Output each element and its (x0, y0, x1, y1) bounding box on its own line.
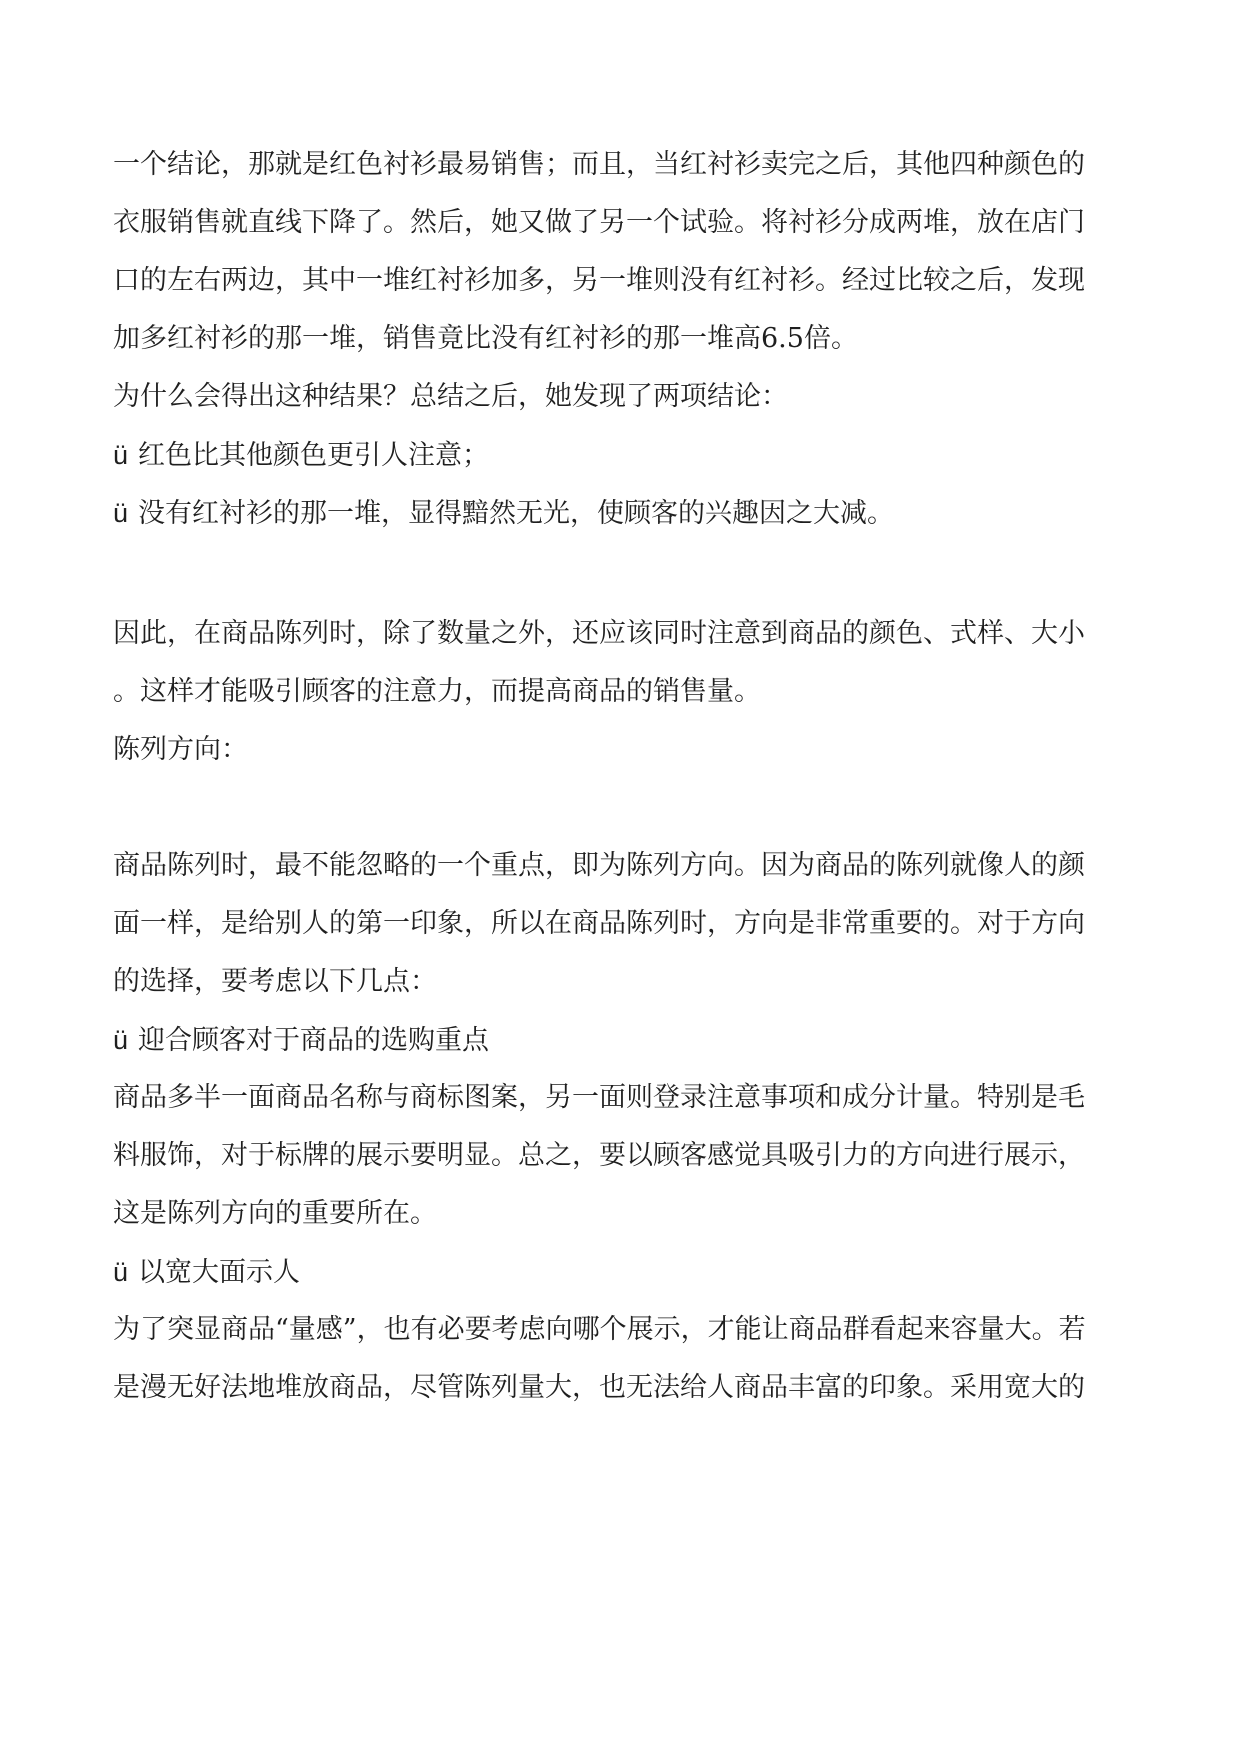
paragraph-line: 。这样才能吸引顾客的注意力，而提高商品的销售量。 (113, 676, 761, 707)
bullet-marker: ü (113, 1257, 129, 1287)
paragraph-line: 料服饰，对于标牌的展示要明显。总之，要以顾客感觉具吸引力的方向进行展示， (113, 1140, 1085, 1171)
paragraph-line: 是漫无好法地堆放商品，尽管陈列量大，也无法给人商品丰富的印象。采用宽大的 (113, 1372, 1085, 1403)
paragraph-line: 加多红衬衫的那一堆，销售竟比没有红衬衫的那一堆高6.5倍。 (113, 323, 858, 354)
paragraph-line: 这是陈列方向的重要所在。 (113, 1198, 437, 1229)
bullet-text: 没有红衬衫的那一堆，显得黯然无光，使顾客的兴趣因之大减。 (138, 498, 895, 529)
paragraph-line: 商品多半一面商品名称与商标图案，另一面则登录注意事项和成分计量。特别是毛 (113, 1082, 1085, 1113)
bullet-text: 迎合顾客对于商品的选购重点 (138, 1025, 490, 1056)
paragraph-line: 因此，在商品陈列时，除了数量之外，还应该同时注意到商品的颜色、式样、大小 (113, 618, 1085, 649)
bullet-marker: ü (113, 1025, 129, 1055)
paragraph-line: 口的左右两边，其中一堆红衬衫加多，另一堆则没有红衬衫。经过比较之后，发现 (113, 265, 1085, 296)
bullet-item (113, 1018, 1153, 1062)
paragraph-line: 商品陈列时，最不能忽略的一个重点，即为陈列方向。因为商品的陈列就像人的颜 (113, 850, 1085, 881)
bullet-marker: ü (113, 498, 129, 528)
paragraph-line: 为什么会得出这种结果？总结之后，她发现了两项结论： (113, 381, 788, 412)
section-heading: 陈列方向： (113, 734, 248, 765)
bullet-text: 以宽大面示人 (138, 1257, 301, 1288)
bullet-item (113, 1250, 1153, 1294)
paragraph-line: 一个结论，那就是红色衬衫最易销售；而且，当红衬衫卖完之后，其他四种颜色的 (113, 149, 1085, 180)
paragraph-line: 面一样，是给别人的第一印象，所以在商品陈列时，方向是非常重要的。对于方向 (113, 908, 1085, 939)
bullet-item (113, 491, 1153, 535)
paragraph-line: 为了突显商品“量感”，也有必要考虑向哪个展示，才能让商品群看起来容量大。若 (113, 1314, 1086, 1345)
bullet-item (113, 433, 1153, 477)
bullet-text: 红色比其他颜色更引人注意； (138, 440, 490, 471)
bullet-marker: ü (113, 440, 129, 470)
paragraph-line: 的选择，要考虑以下几点： (113, 966, 437, 997)
paragraph-line: 衣服销售就直线下降了。然后，她又做了另一个试验。将衬衫分成两堆，放在店门 (113, 207, 1085, 238)
